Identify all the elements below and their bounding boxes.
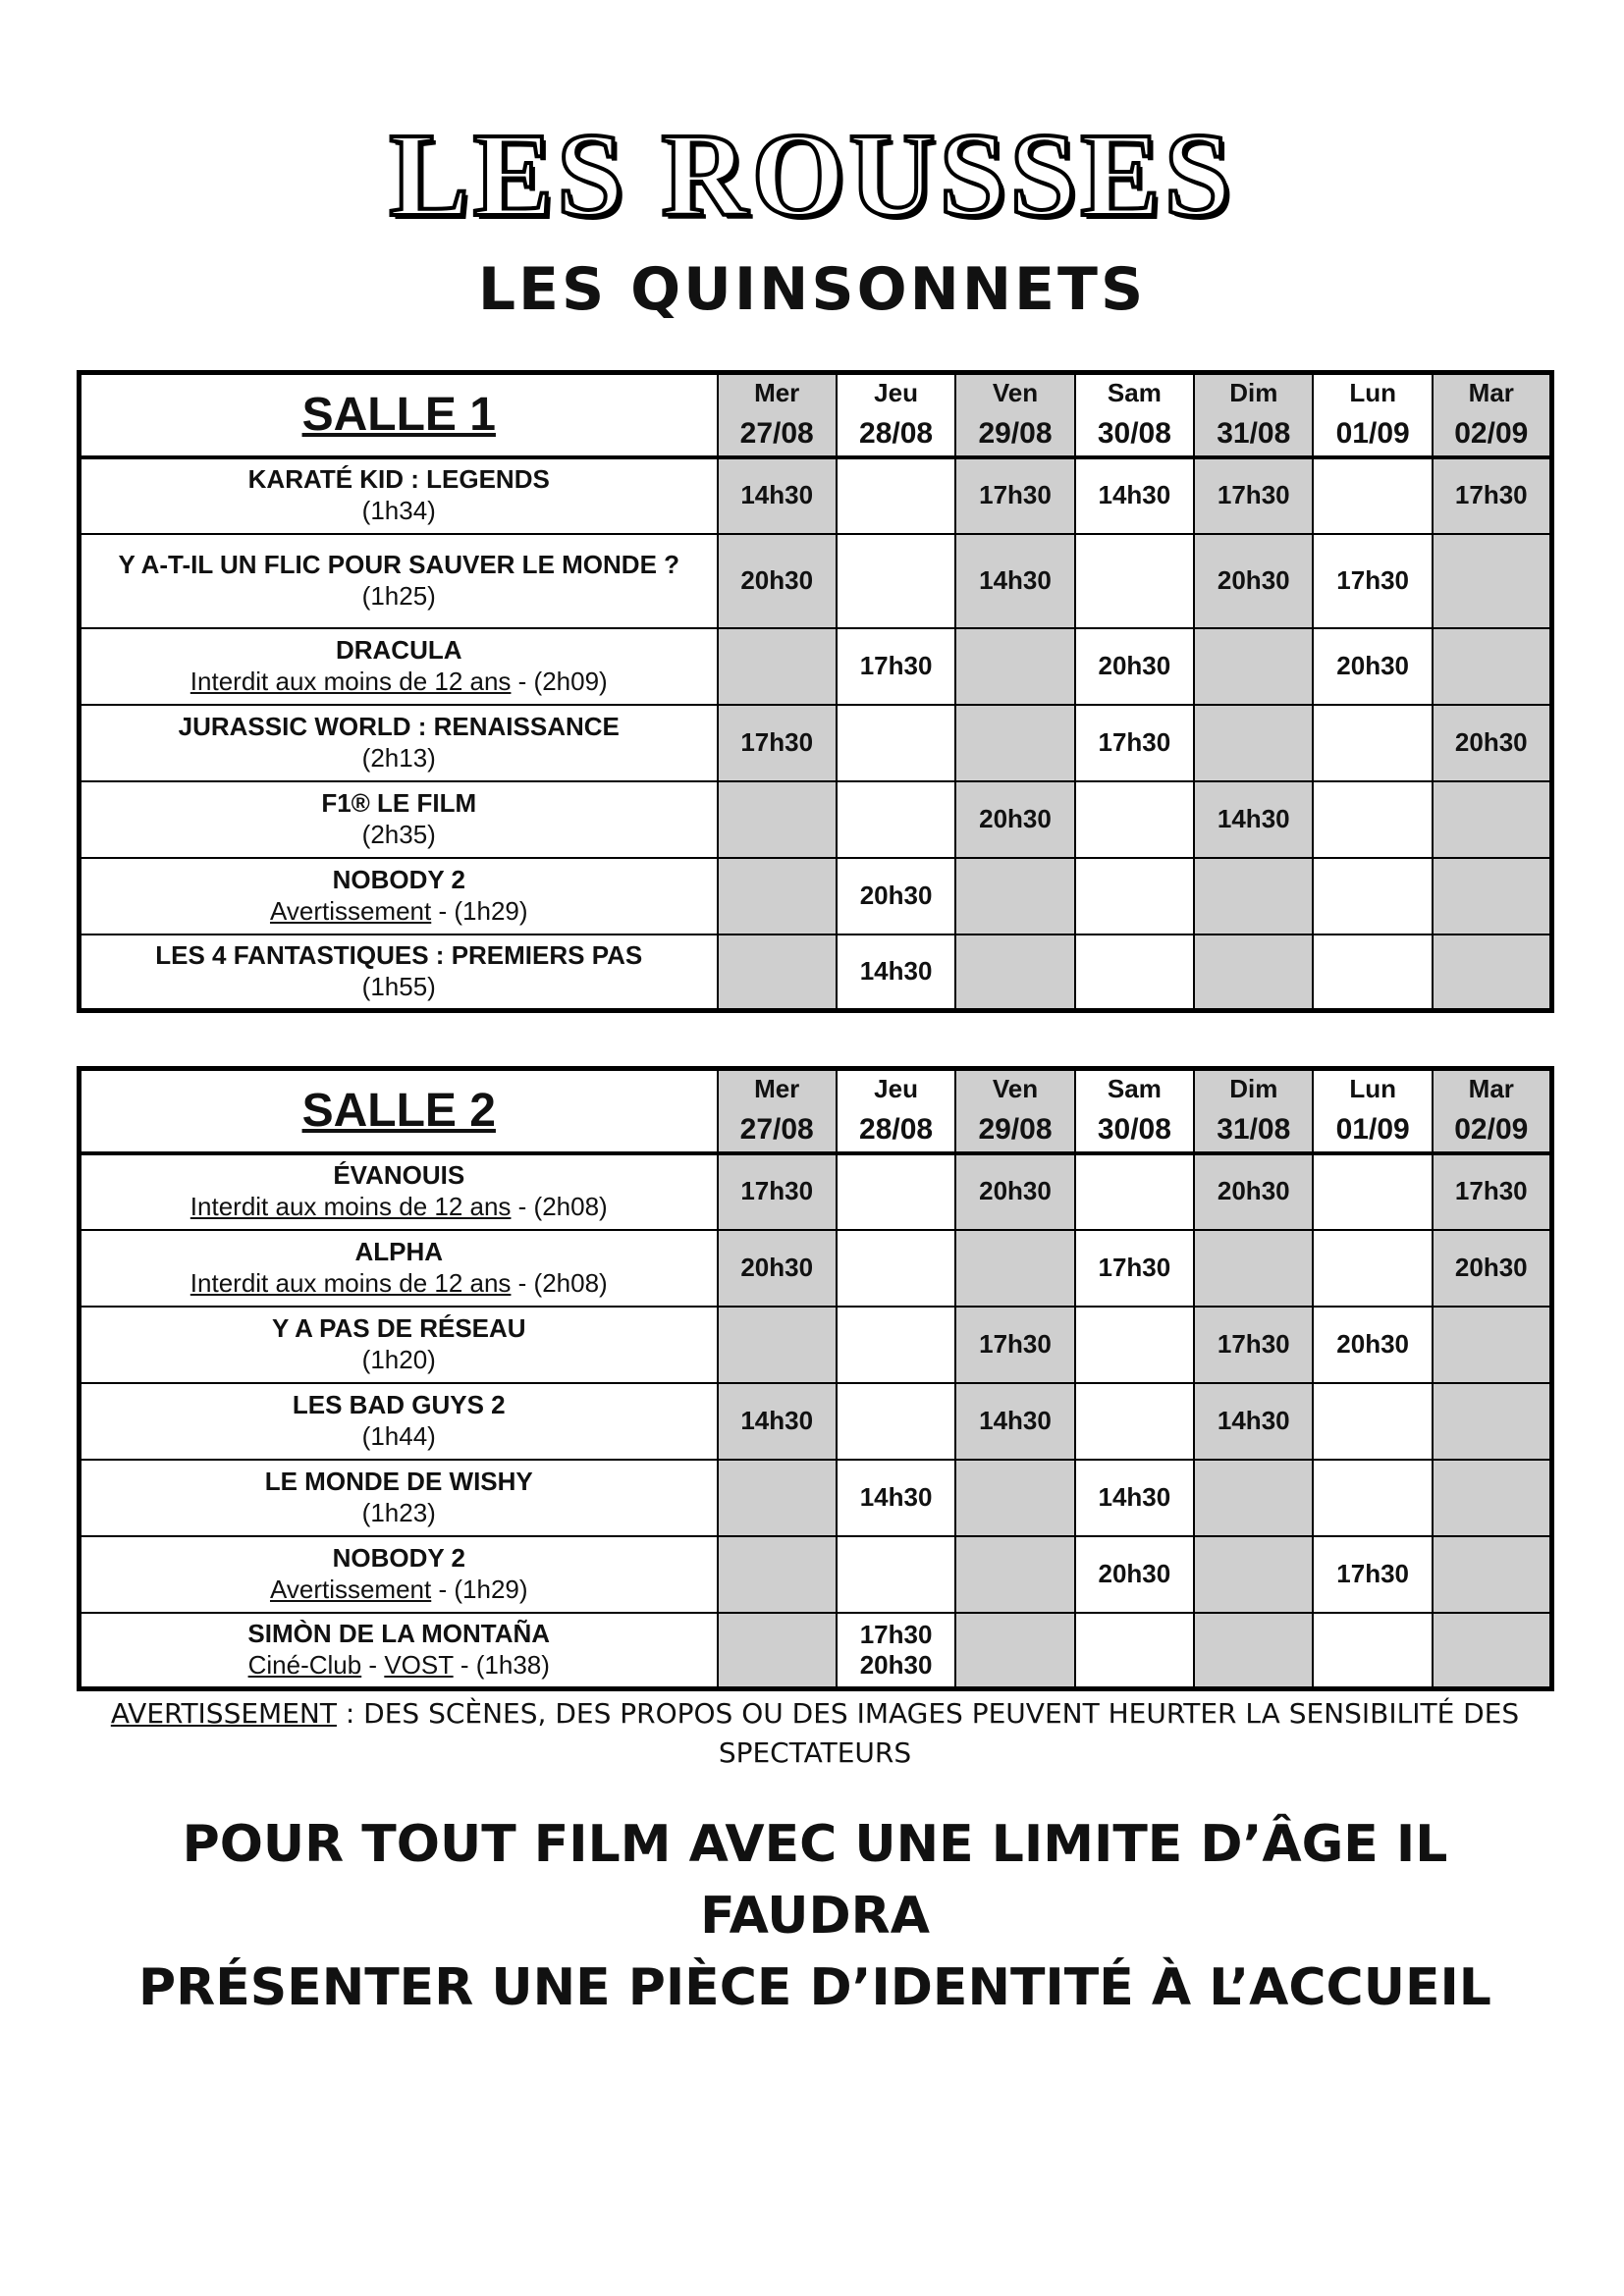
film-title: LE MONDE DE WISHY (264, 1466, 533, 1496)
showtime: 20h30 (1454, 1252, 1528, 1282)
showtime-cell (1194, 934, 1313, 1011)
showtime: 20h30 (1336, 650, 1410, 680)
film-note: Interdit aux moins de 12 ans (189, 1267, 512, 1298)
showtime-cell (837, 1307, 955, 1383)
showtime-cell (837, 457, 955, 534)
film-duration: (1h29) (454, 895, 528, 926)
showtime: 14h30 (740, 480, 814, 510)
showtime-cell (955, 1613, 1074, 1689)
showtime-cell (718, 858, 837, 934)
showtime: 14h30 (740, 1405, 814, 1435)
film-duration: (1h29) (454, 1574, 528, 1604)
showtime-cell (837, 1613, 955, 1689)
film-duration: (1h34) (361, 496, 436, 525)
showtime-cell (837, 534, 955, 628)
showtime-cell (1313, 934, 1432, 1011)
day-header (1433, 1069, 1551, 1153)
showtime-cell (1433, 1153, 1551, 1230)
room-name: SALLE 1 (80, 373, 718, 457)
showtime: 17h30 (1454, 480, 1528, 510)
film-duration: (1h44) (361, 1420, 436, 1451)
showtime-cell (1194, 628, 1313, 705)
showtime-cell (718, 705, 837, 781)
showtime-cell (1313, 781, 1432, 858)
showtime: 17h30 (1098, 726, 1171, 757)
showtime-cell (955, 781, 1074, 858)
day-name: Jeu (874, 378, 918, 408)
film-cell (80, 1613, 718, 1689)
film-row (80, 1153, 1552, 1230)
showtime: 17h30 (1454, 1176, 1528, 1206)
showtime-cell (955, 1153, 1074, 1230)
showtime: 17h30 (1217, 480, 1290, 510)
day-header (1433, 373, 1551, 457)
showtime-cell (1075, 1153, 1194, 1230)
showtime-cell (1433, 534, 1551, 628)
showtime-cell (1313, 457, 1432, 534)
film-note: Avertissement (269, 1574, 432, 1604)
film-row (80, 1230, 1552, 1307)
film-row (80, 1460, 1552, 1536)
film-title: F1® LE FILM (321, 787, 477, 818)
film-note: Ciné-Club (247, 1649, 362, 1680)
schedule-table-1 (77, 370, 1554, 1013)
showtime: 17h30 (859, 650, 933, 680)
film-info (81, 581, 717, 613)
showtime-cell (955, 1230, 1074, 1307)
day-date: 28/08 (859, 416, 934, 450)
showtime-cell (1194, 457, 1313, 534)
showtime-cell (1194, 705, 1313, 781)
showtime-cell (1433, 1383, 1551, 1460)
film-info (81, 972, 717, 1003)
film-duration: (1h23) (361, 1497, 436, 1527)
showtime-cell (1075, 457, 1194, 534)
showtime-cell (1433, 1460, 1551, 1536)
showtime-cell (1075, 1460, 1194, 1536)
showtime-cell (718, 1383, 837, 1460)
day-date: 01/09 (1335, 1112, 1410, 1146)
day-header (1075, 373, 1194, 457)
film-row (80, 1613, 1552, 1689)
showtime: 14h30 (859, 956, 933, 987)
showtime: 14h30 (1217, 803, 1290, 833)
showtime-cell (1313, 1230, 1432, 1307)
film-info (81, 743, 717, 774)
showtime-cell (1313, 534, 1432, 628)
showtime-cell (837, 858, 955, 934)
showtime-cell (1194, 858, 1313, 934)
showtime-cell (955, 1536, 1074, 1613)
day-header (1194, 1069, 1313, 1153)
film-duration: (2h09) (533, 666, 608, 696)
film-row (80, 1383, 1552, 1460)
showtime-cell (837, 628, 955, 705)
showtime-cell (1194, 1613, 1313, 1689)
showtime-cell (1075, 1536, 1194, 1613)
id-notice (79, 1809, 1551, 2023)
showtime-cell (718, 934, 837, 1011)
showtime: 20h30 (1336, 1328, 1410, 1359)
showtime-cell (837, 705, 955, 781)
film-cell (80, 1536, 718, 1613)
showtime-cell (1075, 1613, 1194, 1689)
film-title: KARATÉ KID : LEGENDS (247, 464, 550, 495)
film-info: Interdit aux moins de 12 ans - (2h08) (189, 1267, 608, 1298)
showtime-cell (1433, 858, 1551, 934)
showtime: 20h30 (859, 880, 933, 910)
day-name: Ven (992, 1074, 1039, 1104)
day-date: 29/08 (978, 1112, 1053, 1146)
showtime-cell (1433, 1613, 1551, 1689)
film-duration: (2h08) (533, 1267, 608, 1298)
film-cell (80, 1230, 718, 1307)
showtime: 17h30 (1217, 1328, 1290, 1359)
warning-label: AVERTISSEMENT (110, 1697, 337, 1730)
showtime-cell (718, 1230, 837, 1307)
showtime-cell (1433, 628, 1551, 705)
showtime-cell (718, 1536, 837, 1613)
showtime-cell (837, 1383, 955, 1460)
film-title: LES 4 FANTASTIQUES : PREMIERS PAS (155, 940, 643, 971)
film-row (80, 705, 1552, 781)
showtime-cell (1433, 1536, 1551, 1613)
film-title: ÉVANOUIS (333, 1160, 465, 1191)
day-name: Mer (754, 1074, 800, 1104)
cinema-subtitle: LES QUINSONNETS (477, 255, 1147, 324)
showtime-cell (1313, 858, 1432, 934)
showtime-cell (1313, 1536, 1432, 1613)
film-duration: (1h55) (361, 971, 436, 1001)
showtime-cell (955, 1460, 1074, 1536)
showtime-cell (1075, 934, 1194, 1011)
showtime: 14h30 (1098, 480, 1171, 510)
showtime-cell (955, 1383, 1074, 1460)
film-title: JURASSIC WORLD : RENAISSANCE (178, 711, 620, 741)
showtime: 20h30 (1098, 1558, 1171, 1588)
showtime: 17h30 (1336, 564, 1410, 595)
film-duration: (2h13) (361, 742, 436, 773)
film-row (80, 858, 1552, 934)
showtime-cell (1075, 1383, 1194, 1460)
film-info: Interdit aux moins de 12 ans - (2h08) (189, 1192, 608, 1221)
day-name: Jeu (874, 1074, 918, 1104)
film-info (81, 1345, 717, 1376)
id-notice-line-2: PRÉSENTER UNE PIÈCE D’IDENTITÉ À L’ACCUEIL (138, 1957, 1491, 2017)
showtime: 20h30 (979, 803, 1052, 833)
showtime: 20h30 (979, 1176, 1052, 1206)
film-row (80, 781, 1552, 858)
film-cell (80, 628, 718, 705)
showtime-cell (718, 1153, 837, 1230)
showtime-cell (1194, 1307, 1313, 1383)
showtime-cell (718, 781, 837, 858)
film-info: Ciné-Club - VOST - (1h38) (247, 1649, 550, 1680)
day-date: 27/08 (739, 1112, 814, 1146)
film-note: Interdit aux moins de 12 ans (189, 1192, 512, 1221)
showtime: 17h30 (740, 726, 814, 757)
film-info: Interdit aux moins de 12 ans - (2h09) (189, 666, 608, 696)
showtime: 14h30 (1098, 1481, 1171, 1512)
film-duration: (1h20) (361, 1344, 436, 1374)
film-info (81, 1498, 717, 1529)
showtime-cell (955, 534, 1074, 628)
showtime: 17h30 (979, 1328, 1052, 1359)
cinema-title: LES ROUSSES (389, 109, 1235, 241)
showtime-cell (1313, 1153, 1432, 1230)
schedule-table-2 (77, 1066, 1554, 1691)
showtime: 20h30 (740, 564, 814, 595)
room-name: SALLE 2 (80, 1069, 718, 1153)
day-date: 01/09 (1335, 416, 1410, 450)
showtime-cell (1433, 934, 1551, 1011)
film-duration: (2h08) (533, 1192, 608, 1221)
day-name: Mer (754, 378, 800, 408)
showtime-cell (1194, 1536, 1313, 1613)
film-row (80, 1536, 1552, 1613)
day-header (837, 1069, 955, 1153)
showtime-cell (1433, 1307, 1551, 1383)
showtime-cell (1194, 1230, 1313, 1307)
showtime-cell (1433, 1230, 1551, 1307)
film-info: Avertissement - (1h29) (269, 1574, 528, 1604)
showtime-cell (1194, 1153, 1313, 1230)
showtime: 17h30 (979, 480, 1052, 510)
showtime-cell (837, 1153, 955, 1230)
film-cell (80, 1153, 718, 1230)
day-date: 02/09 (1454, 416, 1529, 450)
day-name: Sam (1107, 1074, 1162, 1104)
film-version: VOST (384, 1649, 454, 1680)
showtime-cell (1194, 781, 1313, 858)
warning-text: : DES SCÈNES, DES PROPOS OU DES IMAGES PEUVENT HEURTER LA SENSIBILITÉ DES SPECTATEURS (336, 1697, 1520, 1769)
showtime: 20h30 (859, 1649, 933, 1680)
showtime-cell (955, 628, 1074, 705)
showtime-cell (1313, 1613, 1432, 1689)
showtime-cell (955, 934, 1074, 1011)
film-info (81, 820, 717, 851)
day-date: 31/08 (1217, 1112, 1291, 1146)
day-name: Mar (1468, 1074, 1514, 1104)
showtime: 17h30 (859, 1619, 933, 1649)
showtime-cell (718, 1307, 837, 1383)
showtime-cell (718, 1460, 837, 1536)
day-date: 02/09 (1454, 1112, 1529, 1146)
showtime: 14h30 (859, 1481, 933, 1512)
day-name: Mar (1468, 378, 1514, 408)
day-header (1075, 1069, 1194, 1153)
day-header (1313, 1069, 1432, 1153)
day-name: Dim (1229, 378, 1278, 408)
day-date: 30/08 (1097, 416, 1171, 450)
showtime-cell (1075, 628, 1194, 705)
film-cell (80, 705, 718, 781)
film-title: Y A-T-IL UN FLIC POUR SAUVER LE MONDE ? (118, 549, 680, 579)
day-name: Lun (1349, 1074, 1396, 1104)
film-title: LES BAD GUYS 2 (292, 1389, 506, 1419)
film-duration: (1h25) (361, 580, 436, 611)
film-cell (80, 457, 718, 534)
day-name: Dim (1229, 1074, 1278, 1104)
showtime-cell (1313, 1460, 1432, 1536)
day-date: 28/08 (859, 1112, 934, 1146)
day-header (837, 373, 955, 457)
showtime-cell (955, 858, 1074, 934)
showtime: 14h30 (979, 564, 1052, 595)
id-notice-line-1: POUR TOUT FILM AVEC UNE LIMITE D’ÂGE IL FAUDRA (182, 1815, 1448, 1946)
film-info: Avertissement - (1h29) (269, 895, 528, 926)
showtime-cell (718, 1613, 837, 1689)
day-header (718, 373, 837, 457)
film-note: Interdit aux moins de 12 ans (189, 666, 512, 696)
film-info (81, 496, 717, 527)
film-cell (80, 1307, 718, 1383)
day-date: 30/08 (1097, 1112, 1171, 1146)
film-row (80, 534, 1552, 628)
showtime-cell (1075, 1307, 1194, 1383)
showtime: 20h30 (740, 1252, 814, 1282)
day-date: 29/08 (978, 416, 1053, 450)
day-name: Sam (1107, 378, 1162, 408)
film-title: NOBODY 2 (332, 864, 465, 894)
showtime-cell (1075, 858, 1194, 934)
film-note: Avertissement (269, 895, 432, 926)
showtime: 20h30 (1098, 650, 1171, 680)
showtime-cell (955, 1307, 1074, 1383)
showtime-cell (955, 705, 1074, 781)
showtime-cell (837, 1460, 955, 1536)
showtime-cell (1075, 705, 1194, 781)
showtime-cell (1313, 1383, 1432, 1460)
showtime-cell (1313, 1307, 1432, 1383)
showtime-cell (1194, 1383, 1313, 1460)
day-header (1194, 373, 1313, 457)
film-cell (80, 1383, 718, 1460)
showtime-cell (955, 457, 1074, 534)
warning-note (79, 1694, 1551, 1773)
day-header (955, 1069, 1074, 1153)
film-cell (80, 1460, 718, 1536)
showtime-cell (1075, 781, 1194, 858)
day-header (718, 1069, 837, 1153)
film-title: Y A PAS DE RÉSEAU (271, 1312, 526, 1343)
day-header (955, 373, 1074, 457)
showtime-cell (1194, 1460, 1313, 1536)
showtime-cell (718, 457, 837, 534)
showtime-cell (837, 934, 955, 1011)
showtime-cell (837, 781, 955, 858)
showtime-cell (837, 1230, 955, 1307)
showtime: 14h30 (1217, 1405, 1290, 1435)
film-cell (80, 781, 718, 858)
showtime-cell (718, 534, 837, 628)
showtime: 17h30 (1336, 1558, 1410, 1588)
showtime-cell (1433, 457, 1551, 534)
film-cell (80, 858, 718, 934)
showtime: 20h30 (1217, 564, 1290, 595)
film-title: SIMÒN DE LA MONTAÑA (247, 1619, 551, 1649)
showtime-cell (718, 628, 837, 705)
day-date: 27/08 (739, 416, 814, 450)
showtime: 17h30 (740, 1176, 814, 1206)
film-duration: (1h38) (475, 1649, 550, 1680)
showtime: 14h30 (979, 1405, 1052, 1435)
showtime-cell (1194, 534, 1313, 628)
showtime: 20h30 (1217, 1176, 1290, 1206)
showtime: 17h30 (1098, 1252, 1171, 1282)
showtime-cell (1313, 628, 1432, 705)
showtime: 20h30 (1454, 726, 1528, 757)
film-cell (80, 534, 718, 628)
film-cell (80, 934, 718, 1011)
film-duration: (2h35) (361, 819, 436, 849)
film-title: ALPHA (354, 1236, 444, 1266)
film-title: DRACULA (335, 634, 462, 665)
showtime-cell (1313, 705, 1432, 781)
showtime-cell (1433, 781, 1551, 858)
day-date: 31/08 (1217, 416, 1291, 450)
film-title: NOBODY 2 (332, 1542, 465, 1573)
showtime-cell (1075, 1230, 1194, 1307)
film-row (80, 934, 1552, 1011)
film-row (80, 457, 1552, 534)
day-header (1313, 373, 1432, 457)
showtime-cell (1075, 534, 1194, 628)
film-row (80, 628, 1552, 705)
film-info (81, 1421, 717, 1453)
film-row (80, 1307, 1552, 1383)
showtime-cell (1433, 705, 1551, 781)
day-name: Ven (992, 378, 1039, 408)
day-name: Lun (1349, 378, 1396, 408)
showtime-cell (837, 1536, 955, 1613)
